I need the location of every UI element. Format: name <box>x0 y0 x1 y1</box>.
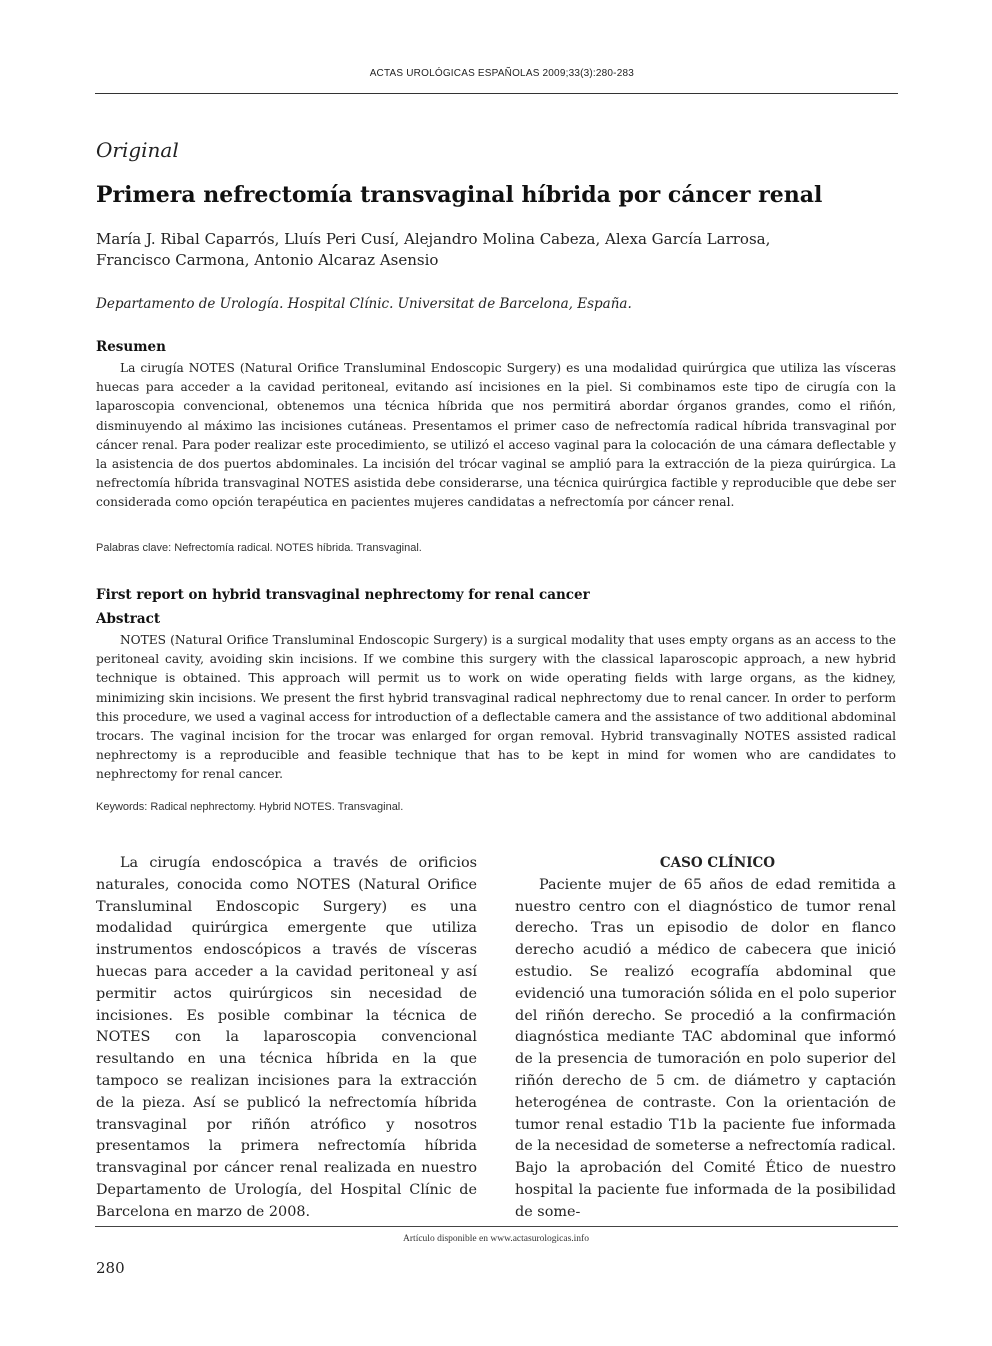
resumen-heading: Resumen <box>96 339 166 355</box>
section-type-label: Original <box>96 138 179 162</box>
article-title: Primera nefrectomía transvaginal híbrida por cáncer renal <box>96 182 823 208</box>
page-number: 280 <box>96 1259 125 1277</box>
abstract-heading: Abstract <box>96 611 161 627</box>
body-column-left <box>96 853 477 1224</box>
case-heading: CASO CLÍNICO <box>659 855 776 871</box>
availability-note: Artículo disponible en www.actasurologicas.info <box>403 1234 589 1244</box>
english-title: First report on hybrid transvaginal nephrectomy for renal cancer <box>96 587 590 603</box>
palabras-clave: Palabras clave: Nefrectomía radical. NOTES híbrida. Transvaginal. <box>96 542 422 554</box>
affiliation: Departamento de Urología. Hospital Clínic. Universitat de Barcelona, España. <box>96 296 632 312</box>
intro-paragraph: La cirugía endoscópica a través de orificios naturales, conocida como NOTES (Natural Orifice Transluminal Endoscopic Surgery) es una modalidad quirúrgica emergente que utiliza instrumentos endoscópicos a través de vísceras huecas para acceder a la cavidad peritoneal y así permitir actos quirúrgicos sin necesidad de incisiones. Es posible combinar la técnica de NOTES con la laparoscopia convencional resultando en una técnica híbrida en la que tampoco se realizan incisiones para la extracción de la pieza. Así se publicó la nefrectomía híbrida transvaginal por riñón atrófico y nosotros presentamos la primera nefrectomía híbrida transvaginal por cáncer renal realizada en nuestro Departamento de Urología, del Hospital Clínic de Barcelona en marzo de 2008. <box>96 855 477 1220</box>
keywords-line: Keywords: Radical nephrectomy. Hybrid NOTES. Transvaginal. <box>96 801 404 813</box>
case-paragraph: Paciente mujer de 65 años de edad remitida a nuestro centro con el diagnóstico de tumor renal derecho. Tras un episodio de dolor en flanco derecho acudió a médico de cabecera que inició estudio. Se realizó ecografía abdominal que evidenció una tumoración sólida en el polo superior del riñón derecho. Se procedió a la confirmación diagnóstica mediante TAC abdominal que informó de la presencia de tumoración en polo superior del riñón derecho de 5 cm. de diámetro y captación heterogénea de contraste. Con la orientación de tumor renal estadio T1b la paciente fue informada de la necesidad de someterse a nefrectomía radical. Bajo la aprobación del Comité Ético de nuestro hospital la paciente fue informada de la posibilidad de some- <box>515 876 896 1220</box>
footer-divider <box>95 1226 898 1227</box>
resumen-body: La cirugía NOTES (Natural Orifice Transluminal Endoscopic Surgery) es una modalidad quirúrgica que utiliza las vísceras huecas para acceder a la cavidad peritoneal, evitando así incisiones en la piel. Si combinamos este tipo de cirugía con la laparoscopia convencional, obtenemos una técnica híbrida que nos permitirá abordar órganos grandes, como el riñón, disminuyendo al máximo las incisiones cutáneas. Presentamos el primer caso de nefrectomía radical híbrida transvaginal por cáncer renal. Para poder realizar este procedimiento, se utilizó el acceso vaginal para la colocación de una cámara deflectable y la asistencia de dos puertos abdominales. La incisión del trócar vaginal se amplió para la extracción de la pieza quirúrgica. La nefrectomía híbrida transvaginal NOTES asistida debe considerarse, una técnica quirúrgica factible y reproducible que debe ser considerada como opción terapéutica en pacientes mujeres candidatas a nefrectomía por cáncer renal. <box>96 361 896 510</box>
journal-citation: ACTAS UROLÓGICAS ESPAÑOLAS 2009;33(3):280-283 <box>369 68 634 79</box>
body-column-right <box>515 853 896 1224</box>
authors-line-2: Francisco Carmona, Antonio Alcaraz Asensio <box>96 251 439 269</box>
abstract-body: NOTES (Natural Orifice Transluminal Endoscopic Surgery) is a surgical modality that uses empty organs as an access to the peritoneal cavity, avoiding skin incisions. If we combine this surgery with the classical laparoscopic approach, a new hybrid technique is obtained. This approach will permit us to work on wide operating fields with large organs, as the kidney, minimizing skin incisions. We present the first hybrid transvaginal radical nephrectomy due to renal cancer. In order to perform this procedure, we used a vaginal access for introduction of a deflectable camera and the assistance of two additional abdominal trocars. The vaginal incision for the trocar was enlarged for organ removal. Hybrid transvaginally NOTES assisted radical nephrectomy is a reproducible and feasible technique that has to be kept in mind for women who are candidates to nephrectomy for renal cancer. <box>96 633 896 782</box>
authors-line-1: María J. Ribal Caparrós, Lluís Peri Cusí, Alejandro Molina Cabeza, Alexa García Larrosa, <box>96 230 771 248</box>
header-divider <box>95 93 898 94</box>
author-list <box>96 229 886 271</box>
